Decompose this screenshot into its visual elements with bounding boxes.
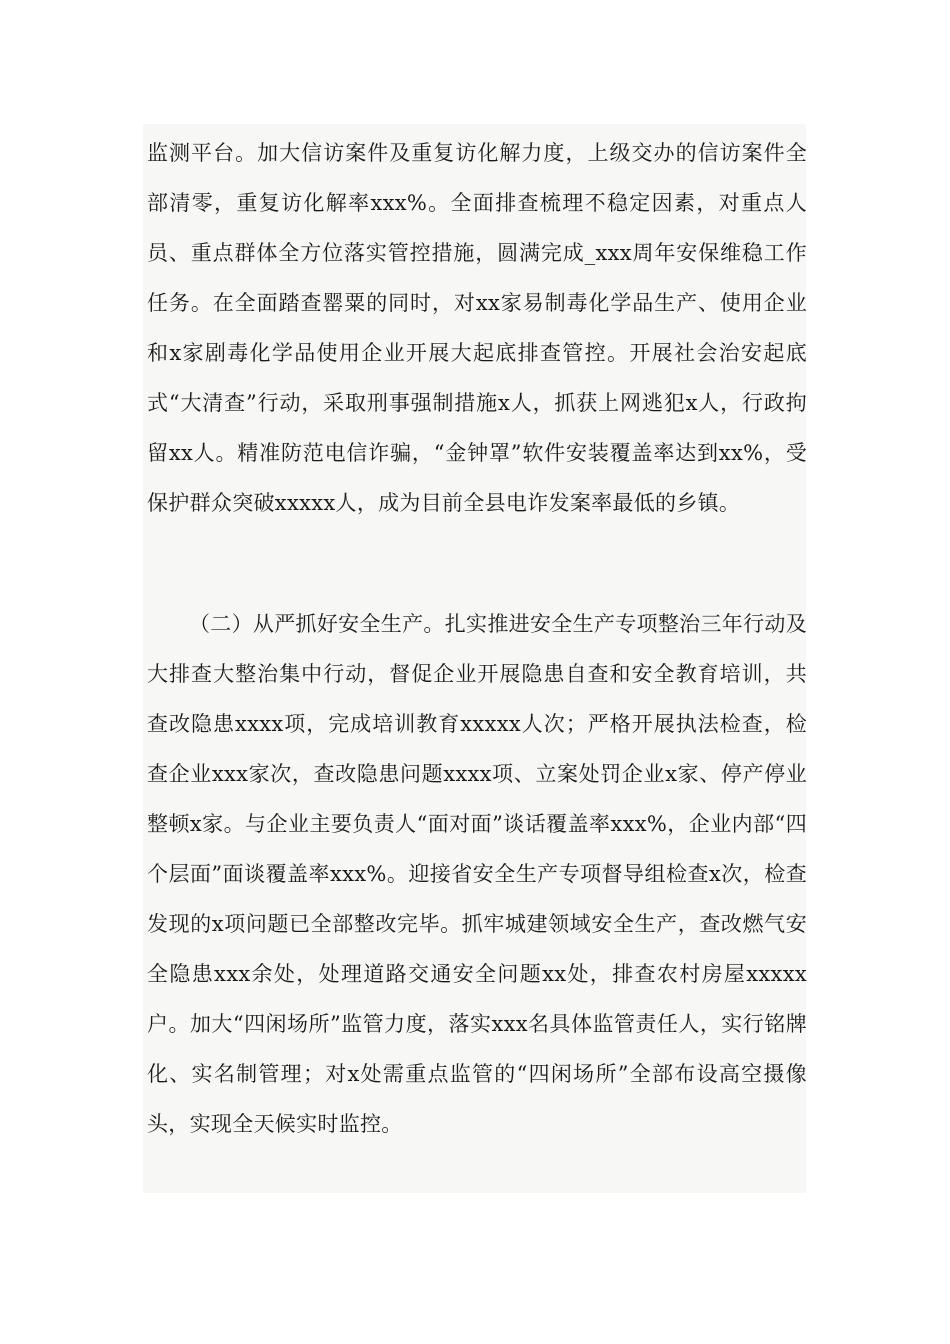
body-paragraph-2: （二）从严抓好安全生产。扎实推进安全生产专项整治三年行动及大排查大整治集中行动，督促企业开展隐患自查和安全教育培训，共查改隐患xxxx项，完成培训教育xxxxx人次；严格开展执法检查，检查企业xxx家次，查改隐患问题xxxx项、立案处罚企业x家、停产停业整顿x家。与企业主要负责人“面对面”谈话覆盖率xxx%，企业内部“四个层面”面谈覆盖率xxx%。迎接省安全生产专项督导组检查x次，检查发现的x项问题已全部整改完毕。抓牢城建领域安全生产，查改燃气安全隐患xxx余处，处理道路交通安全问题xx处，排查农村房屋xxxxx户。加大“四闲场所”监管力度，落实xxx名具体监管责任人，实行铭牌化、实名制管理；对x处需重点监管的“四闲场所”全部布设高空摄像头，实现全天候实时监控。 bbox=[147, 612, 807, 1136]
document-page bbox=[143, 124, 806, 1193]
body-paragraph-1: 监测平台。加大信访案件及重复访化解力度，上级交办的信访案件全部清零，重复访化解率xxx%。全面排查梳理不稳定因素，对重点人员、重点群体全方位落实管控措施，圆满完成_xxx周年安保维稳工作任务。在全面踏查罂粟的同时，对xx家易制毒化学品生产、使用企业和x家剧毒化学品使用企业开展大起底排查管控。开展社会治安起底式“大清查”行动，采取刑事强制措施x人，抓获上网逃犯x人，行政拘留xx人。精准防范电信诈骗，“金钟罩”软件安装覆盖率达到xx%，受保护群众突破xxxxx人，成为目前全县电诈发案率最低的乡镇。 bbox=[147, 141, 807, 515]
